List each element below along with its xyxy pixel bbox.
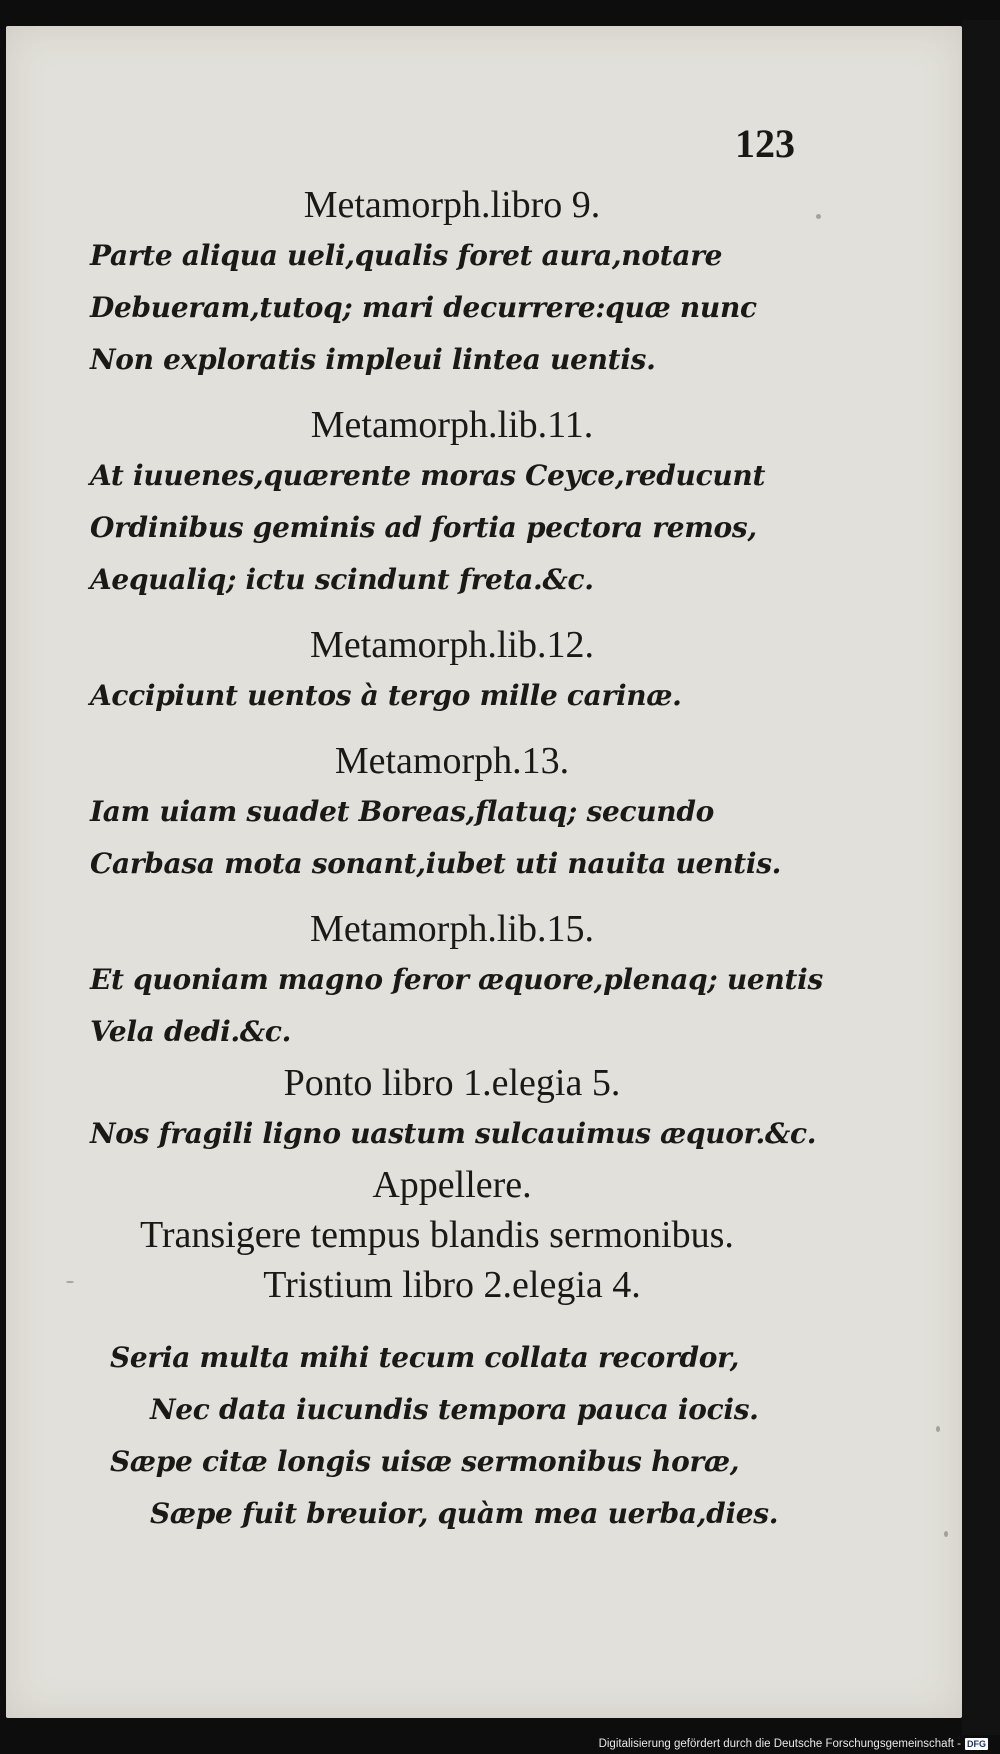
section-heading: Tristium libro 2.elegia 4. (263, 1264, 641, 1306)
section-heading: Metamorph.libro 9. (303, 184, 601, 226)
verse-line: Seria multa mihi tecum collata recordor, (110, 1341, 740, 1374)
book-edge (962, 20, 1000, 1735)
phrase-line: Transigere tempus blandis sermonibus. (140, 1214, 734, 1256)
verse-line: Vela dedi.&c. (90, 1015, 292, 1048)
dfg-logo: DFG (967, 1739, 986, 1749)
paper-fleck (944, 1531, 948, 1537)
verse-line: Carbasa mota sonant,iubet uti nauita uentis. (90, 847, 782, 880)
paper-fleck (936, 1426, 940, 1432)
section-heading: Metamorph.lib.15. (310, 908, 594, 950)
verse-line: Nos fragili ligno uastum sulcauimus æquor.&c. (90, 1117, 817, 1150)
verse-line: At iuuenes,quærente moras Ceyce,reducunt (90, 459, 766, 492)
verse-line: Non exploratis impleui lintea uentis. (90, 343, 656, 376)
section-heading: Appellere. (372, 1164, 532, 1206)
verse-line: Nec data iucundis tempora pauca iocis. (150, 1393, 759, 1426)
section-metamorph-9 (82, 180, 822, 386)
digitization-credit (599, 1738, 988, 1750)
verse-line: Sæpe citæ longis uisæ sermonibus horæ, (110, 1445, 740, 1478)
paper-fleck (66, 1281, 74, 1283)
page-number: 123 (735, 121, 795, 166)
section-ponto-1 (82, 1058, 822, 1160)
verse-line: Parte aliqua ueli,qualis foret aura,notare (90, 239, 723, 272)
verse-line: Ordinibus geminis ad fortia pectora remos, (90, 511, 757, 544)
section-heading: Metamorph.13. (334, 740, 570, 782)
verse-line: Iam uiam suadet Boreas,flatuq; secundo (90, 795, 715, 828)
verse-line: Aequaliq; ictu scindunt freta.&c. (90, 563, 594, 596)
verse-line: Sæpe fuit breuior, quàm mea uerba,dies. (150, 1497, 779, 1530)
verse-line: Debueram,tutoq; mari decurrere:quæ nunc (90, 291, 757, 324)
section-heading: Metamorph.lib.11. (310, 404, 594, 446)
section-heading: Metamorph.lib.12. (310, 624, 594, 666)
section-metamorph-11 (82, 400, 822, 606)
verse-line: Et quoniam magno feror æquore,plenaq; uentis (90, 963, 823, 996)
section-heading: Ponto libro 1.elegia 5. (283, 1062, 621, 1104)
section-metamorph-15 (82, 904, 822, 1058)
verse-line: Accipiunt uentos à tergo mille carinæ. (90, 679, 682, 712)
section-metamorph-12 (82, 620, 822, 722)
credit-text: Digitalisierung gefördert durch die Deutsche Forschungsgemeinschaft - (598, 1738, 961, 1750)
page-text (82, 180, 822, 1540)
section-appellere (82, 1160, 822, 1540)
section-metamorph-13 (82, 736, 822, 890)
